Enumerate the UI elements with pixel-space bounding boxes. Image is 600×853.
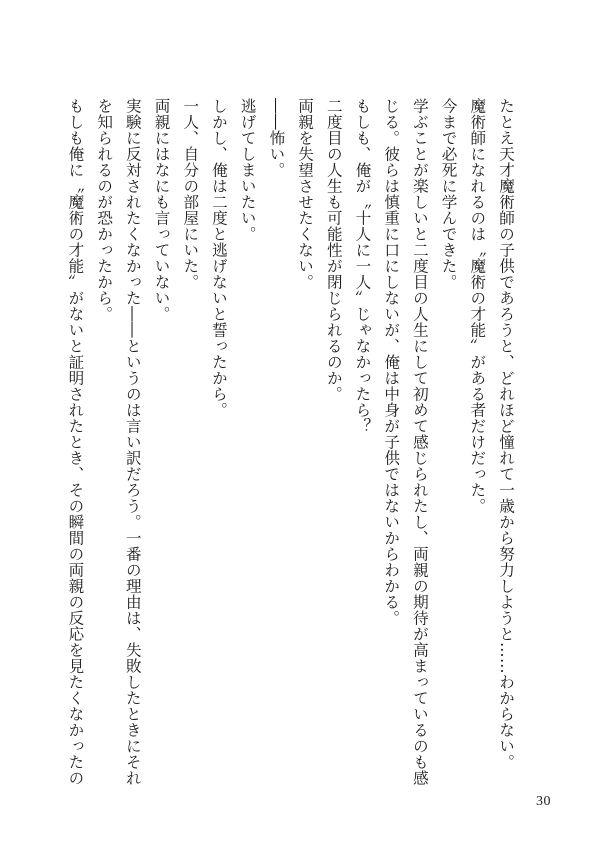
text-line: 逃げてしまいたい。 [238, 98, 257, 242]
text-line: 魔術師になれるのは〝魔術の才能〟がある者だけだった。 [468, 98, 487, 514]
text-line: もしも俺に〝魔術の才能〟がないと証明されたとき、その瞬間の両親の反応を見たくなかったの [66, 98, 85, 786]
text-line: 二度目の人生も可能性が閉じられるのか。 [324, 98, 343, 402]
text-line: たとえ天才魔術師の子供であろうと、どれほど憧れて一歳から努力しようと……わからない。 [497, 98, 515, 770]
text-line: 学ぶことが楽しいと二度目の人生にして初めて感じられたし、両親の期待が高まっているのも感 [410, 98, 429, 786]
text-line: 両親を失望させたくない。 [296, 98, 315, 290]
text-line: 実験に反対されたくなかった――というのは言い訳だろう。一番の理由は、失敗したときにそれ [123, 98, 142, 786]
text-line: じる。彼らは慎重に口にしないが、俺は中身が子供ではないからわかる。 [382, 98, 401, 626]
vertical-text-body [61, 98, 520, 786]
text-line: しかし、俺は二度と逃げないと誓ったから。 [209, 98, 228, 418]
text-line: 今まで必死に学んできた。 [439, 98, 458, 290]
text-line: ――怖い。 [267, 98, 286, 178]
text-line: 両親にはなにも言っていない。 [152, 98, 171, 322]
text-line: を知られるのが恐かったから。 [95, 98, 114, 322]
page-number: 30 [536, 794, 551, 809]
text-line: 一人、自分の部屋にいた。 [181, 98, 200, 290]
text-line: もしも、俺が〝十人に一人〟じゃなかったら？ [353, 98, 372, 434]
